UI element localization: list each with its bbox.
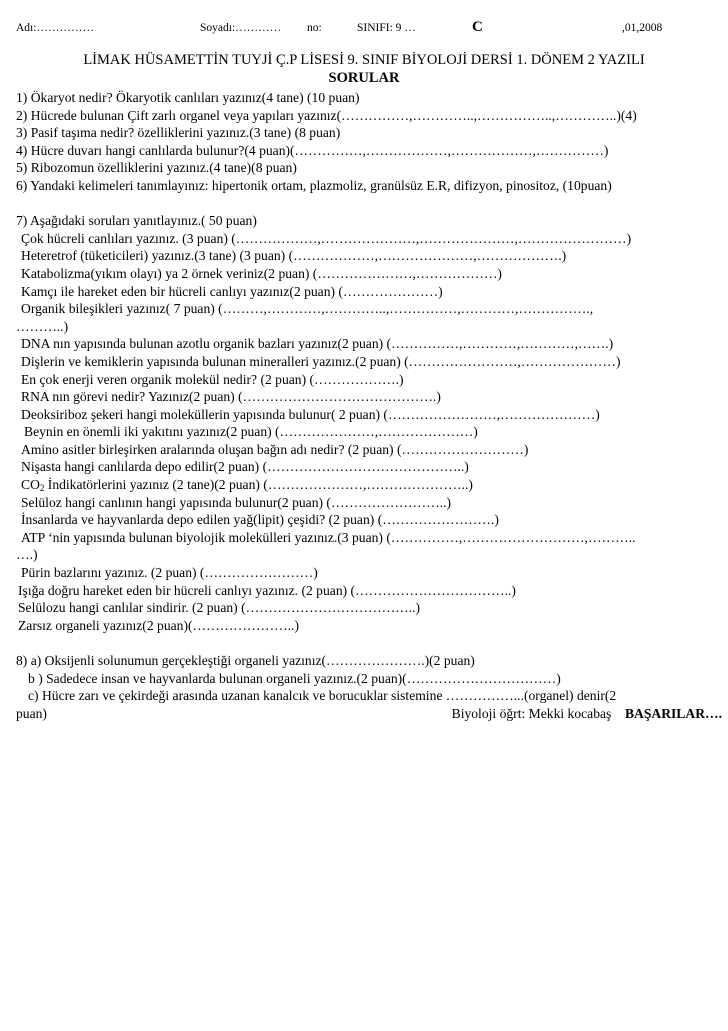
footer-signature: [452, 705, 722, 723]
question-8b: b ) Sadedece insan ve hayvanlarda bulunan organeli yazınız.(2 puan)(……………………………): [28, 670, 561, 686]
q7-item-flagella: Kamçı ile hareket eden bir hücreli canlıyı yazınız(2 puan) (…………………): [21, 283, 443, 299]
q7-item-atp: ATP ‘nin yapısında bulunan biyolojik molekülleri yazınız.(3 puan) (……………,………………………,………..: [21, 529, 636, 545]
exam-group-label: C: [472, 19, 483, 35]
q7-item-heterotroph: Heteretrof (tüketicileri) yazınız.(3 tane) (3 puan) (………………,…………………,……………….): [21, 248, 567, 264]
question-8c: c) Hücre zarı ve çekirdeği arasında uzanan kanalcık ve borucuklar sistemine ……………...(organel) denir(2: [28, 688, 617, 704]
exam-title: LİMAK HÜSAMETTİN TUYJİ Ç.P LİSESİ 9. SINIF BİYOLOJİ DERSİ 1. DÖNEM 2 YAZILI: [83, 52, 645, 68]
q7-item-atp-cont: ….): [16, 547, 38, 563]
co2-subscript: 2: [39, 483, 45, 494]
question-8c-end: puan): [16, 705, 47, 721]
number-field: no:: [307, 22, 322, 34]
student-info-header: [16, 19, 716, 40]
q7-item-fat-storage: İnsanlarda ve hayvanlarda depo edilen yağ(lipit) çeşidi? (2 puan) (…………………….): [21, 512, 499, 528]
teacher-name: Biyoloji öğrt: Mekki kocabaş: [451, 705, 612, 721]
co2-question-text: İndikatörlerini yazınız (2 tane)(2 puan) (…………………,…………………..): [44, 477, 473, 493]
q7-item-membraneless-organelle: Zarsız organeli yazınız(2 puan)(…………………..): [18, 617, 299, 633]
q7-item-organic-compounds: Organik bileşikleri yazınız( 7 puan) (………,…………,…………..,……………,…………,…………….,: [21, 301, 594, 317]
question-8a: 8) a) Oksijenli solunumun gerçekleştiği organeli yazınız(………………….)(2 puan): [16, 653, 475, 668]
q7-item-minerals: Dişlerin ve kemiklerin yapısında bulunan mineralleri yazınız.(2 puan) (……………………,…………………): [21, 353, 621, 369]
q7-item-peptide-bond: Amino asitler birleşirken aralarında oluşan bağın adı nedir? (2 puan) (………………………): [21, 441, 529, 457]
question-3: 3) Pasif taşıma nedir? özelliklerini yazınız.(3 tane) (8 puan): [16, 125, 341, 141]
q7-item-dna-bases: DNA nın yapısında bulunan azotlu organik bazları yazınız(2 puan) (……………,…………,…………,…….): [21, 336, 614, 352]
exam-subtitle: SORULAR: [328, 70, 400, 86]
q7-item-organic-compounds-cont: ………..): [16, 318, 69, 334]
name-field: Adı:……………: [16, 22, 94, 34]
question-4: 4) Hücre duvarı hangi canlılarda bulunur?(4 puan)(……………,………………,………………,……………): [16, 142, 609, 158]
q7-item-brain-fuel: Beynin en önemli iki yakıtını yazınız(2 puan) (…………………,…………………): [24, 424, 478, 440]
q7-item-phototaxis: Işığa doğru hareket eden bir hücreli canlıyı yazınız. (2 puan) (……………………………..): [18, 582, 516, 598]
question-5: 5) Ribozomun özelliklerini yazınız.(4 tane)(8 puan): [16, 160, 297, 176]
q7-item-rna-function: RNA nın görevi nedir? Yazınız(2 puan) (…………………………………….): [21, 389, 441, 405]
question-2: 2) Hücrede bulunan Çift zarlı organel veya yapıları yazınız(……………,…………..,……………..,…………..)(4): [16, 107, 637, 123]
footer-row: [16, 705, 722, 723]
question-6: 6) Yandaki kelimeleri tanımlayınız: hipertonik ortam, plazmoliz, granülsüz E.R, difizyon, pinositoz, (10puan): [16, 177, 612, 193]
spacer: [16, 634, 722, 652]
spacer: [16, 195, 722, 213]
question-1: 1) Ökaryot nedir? Ökaryotik canlıları yazınız(4 tane) (10 puan): [16, 90, 360, 105]
q7-item-deoxyribose: Deoksiriboz şekeri hangi moleküllerin yapısında bulunur( 2 puan) (……………………,…………………): [21, 406, 600, 422]
question-7: 7) Aşağıdaki soruları yanıtlayınız.( 50 puan): [16, 213, 257, 229]
q7-item-cellulose: Selüloz hangi canlının hangi yapısında bulunur(2 puan) (……………………..): [21, 494, 452, 510]
q7-item-energy-molecule: En çok enerji veren organik molekül nedir? (2 puan) (……………….): [21, 371, 404, 387]
q7-item-purine: Pürin bazlarını yazınız. (2 puan) (……………………): [21, 565, 318, 581]
questions-body: [16, 89, 722, 722]
q7-item-co2-indicators: [16, 476, 722, 494]
q7-item-cellulose-digest: Selülozu hangi canlılar sindirir. (2 puan) (………………………………..): [18, 600, 421, 616]
date-field: ,01,2008: [622, 22, 663, 34]
q7-item-starch: Nişasta hangi canlılarda depo edilir(2 puan) (……………………………………..): [21, 459, 469, 475]
surname-field: Soyadı:…………: [200, 22, 282, 34]
q7-item-catabolism: Katabolizma(yıkım olayı) ya 2 örnek veriniz(2 puan) (…………………,………………): [21, 265, 502, 281]
q7-item-multicellular: Çok hücreli canlıları yazınız. (3 puan) (………………,…………………,…………………,……………………): [21, 230, 632, 246]
co2-text: CO: [21, 477, 40, 493]
good-luck-text: BAŞARILAR….: [624, 705, 722, 721]
class-field: SINIFI: 9 …: [357, 22, 416, 34]
